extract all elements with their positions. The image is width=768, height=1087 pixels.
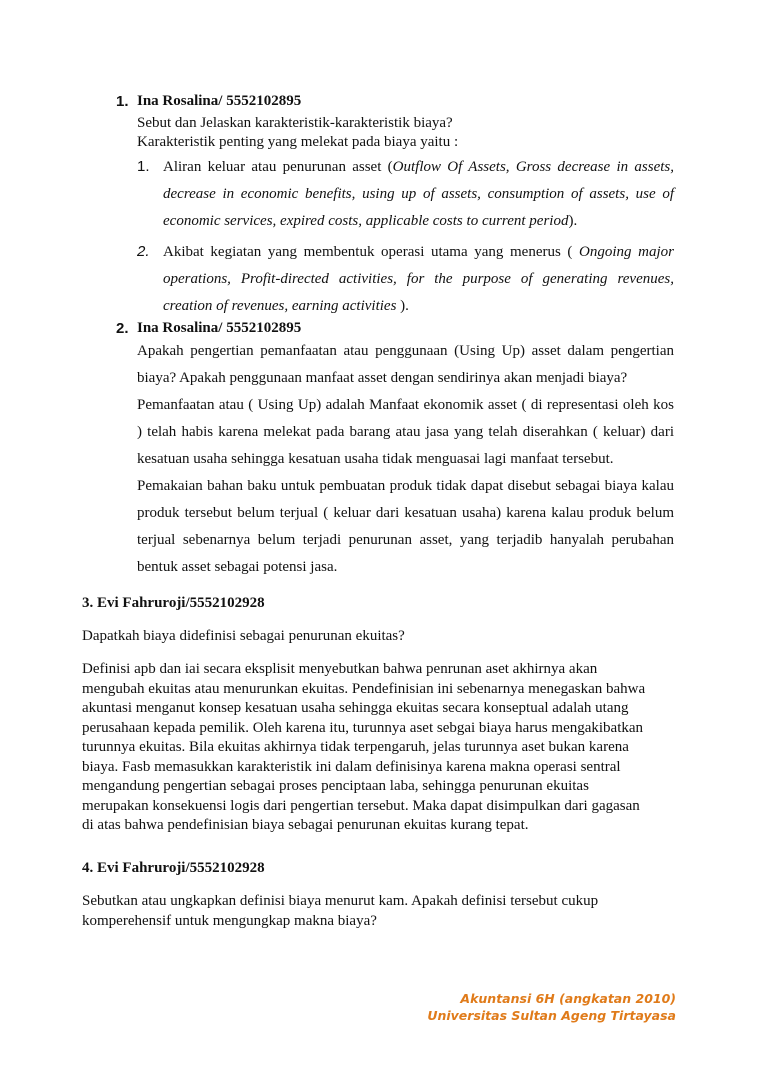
answer-line: merupakan konsekuensi logis dari pengertian tersebut. Maka dapat disimpulkan dari gagasan — [82, 797, 640, 814]
question-line: Sebutkan atau ungkapkan definisi biaya menurut kam. Apakah definisi tersebut cukup — [82, 893, 599, 909]
item-2-end: ). — [396, 298, 409, 314]
item-1-italic: Outflow Of Assets, Gross decrease in assets, decrease in economic benefits, using up of assets, consumption of assets, use of economic services, expired costs, applicable costs to current period — [163, 159, 674, 229]
section-2-number: 2. — [116, 320, 129, 337]
section-1-item-1-number: 1. — [137, 158, 150, 175]
answer-line: akuntasi menganut konsep kesatuan usaha sehingga ekuitas secara konseptual adalah utang — [82, 700, 629, 716]
item-1-plain: Aliran keluar atau penurunan asset ( — [163, 159, 393, 175]
section-2-answer-2: Pemakaian bahan baku untuk pembuatan produk tidak dapat disebut sebagai biaya kalau produk tersebut belum terjual ( keluar dari kesatuan usaha) karena kalau produk belum terjual sebenarnya belum terjadi penurunan asset, yang terjadib hanyalah perubahan bentuk asset sebagai potensi jasa. — [137, 478, 674, 575]
section-4-question — [82, 892, 682, 931]
section-2-answer-1: Pemanfaatan atau ( Using Up) adalah Manfaat ekonomik asset ( di representasi oleh kos ) telah habis karena melekat pada barang atau jasa yang telah diserahkan ( keluar) dari kesatuan usaha sehingga kesatuan usaha tidak menguasai lagi manfaat tersebut. — [137, 397, 674, 467]
answer-line: mengandung pengertian sebagai proses penciptaan laba, sehingga penurunan ekuitas — [82, 778, 589, 794]
question-line: komperehensif untuk mengungkap makna biaya? — [82, 912, 377, 929]
answer-line: di atas bahwa pendefinisian biaya sebagai penurunan ekuitas kurang tepat. — [82, 817, 529, 833]
page-footer — [427, 990, 676, 1024]
section-1-question: Sebut dan Jelaskan karakteristik-karakteristik biaya? — [137, 115, 453, 131]
answer-line: mengubah ekuitas atau menurunkan ekuitas. Pendefinisian ini sebenarnya menegaskan bahwa — [82, 680, 646, 697]
section-4-heading: 4. Evi Fahruroji/5552102928 — [82, 860, 265, 876]
section-2-heading: Ina Rosalina/ 5552102895 — [137, 320, 302, 336]
item-1-end: ). — [568, 213, 578, 229]
footer-class-label: Akuntansi 6H (angkatan 2010) — [460, 991, 676, 1006]
section-1-item-1-text — [163, 154, 674, 235]
section-3-question: Dapatkah biaya didefinisi sebagai penurunan ekuitas? — [82, 628, 405, 644]
section-1-heading: Ina Rosalina/ 5552102895 — [137, 93, 302, 109]
answer-line: Definisi apb dan iai secara eksplisit menyebutkan bahwa penrunan aset akhirnya akan — [82, 661, 598, 677]
section-3-answer — [82, 660, 682, 836]
section-3-heading: 3. Evi Fahruroji/5552102928 — [82, 595, 265, 611]
section-1-intro: Karakteristik penting yang melekat pada biaya yaitu : — [137, 134, 459, 150]
footer-university-label: Universitas Sultan Ageng Tirtayasa — [427, 1008, 676, 1023]
item-2-plain: Akibat kegiatan yang membentuk operasi utama yang menerus ( — [163, 244, 580, 260]
section-1-item-2-text — [163, 239, 674, 320]
section-2-question: Apakah pengertian pemanfaatan atau penggunaan (Using Up) asset dalam pengertian biaya? Apakah penggunaan manfaat asset dengan sendirinya akan menjadi biaya? — [137, 343, 674, 386]
item-2-italic: Ongoing major operations, Profit-directed activities, for the purpose of generating revenues, creation of revenues, earning activities — [163, 244, 674, 314]
answer-line: turunnya ekuitas. Bila ekuitas akhirnya tidak terpengaruh, jelas turunnya aset bukan karena — [82, 739, 629, 755]
answer-line: perusahaan kepada pemilik. Oleh karena itu, turunnya aset sebgai biaya harus mengakibatkan — [82, 719, 644, 736]
answer-line: biaya. Fasb memasukkan karakteristik ini dalam definisinya karena makna operasi sentral — [82, 758, 621, 775]
section-1-number: 1. — [116, 93, 129, 110]
section-1-item-2-number: 2. — [137, 243, 150, 260]
